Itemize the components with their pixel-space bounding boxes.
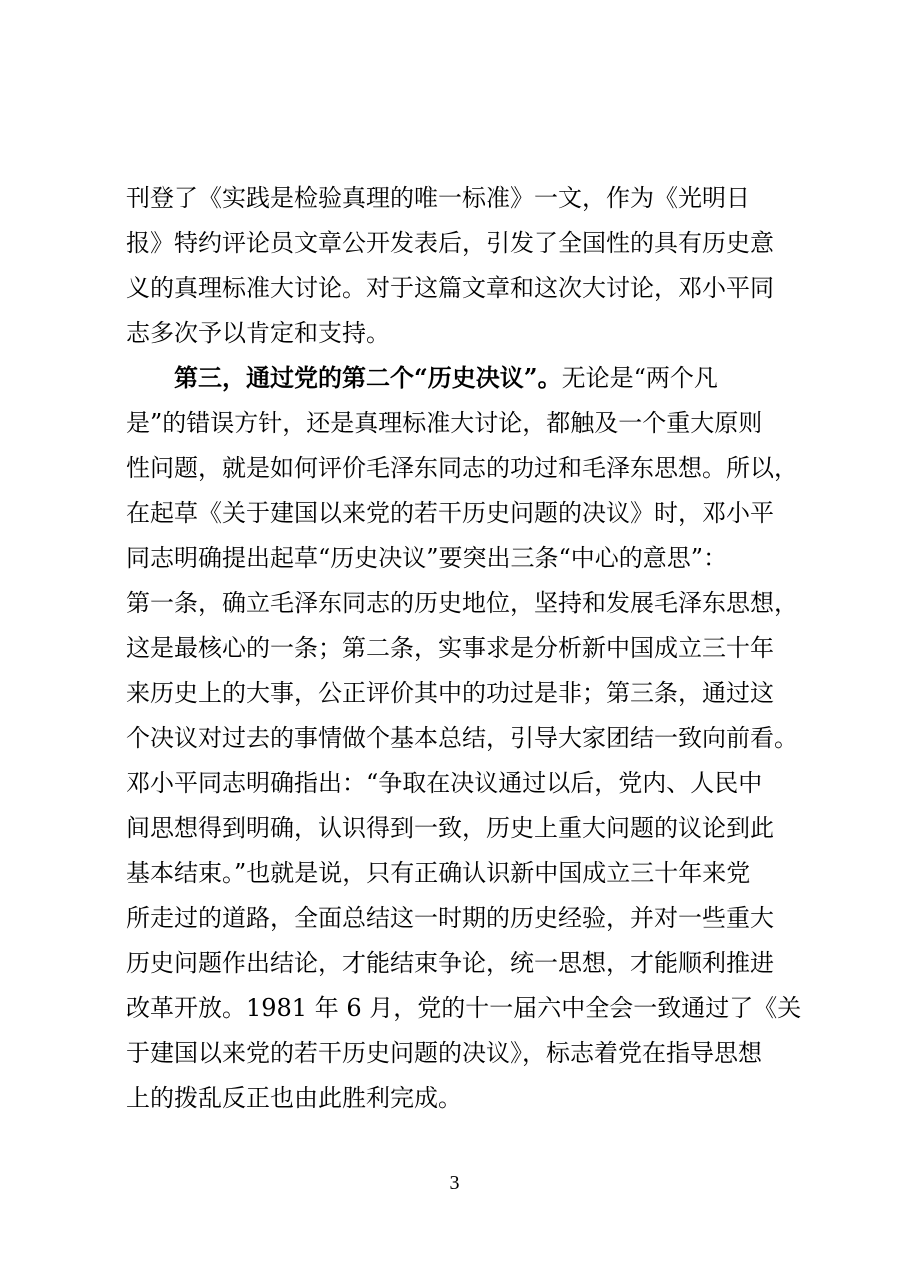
paragraph-line: 这是最核心的一条；第二条，实事求是分析新中国成立三十年 [126,634,774,662]
page-number: 3 [449,1172,460,1194]
paragraph-line: 性问题，就是如何评价毛泽东同志的功过和毛泽东思想。所以， [126,454,798,482]
paragraph-line: 报》特约评论员文章公开发表后，引发了全国性的具有历史意 [126,229,774,257]
paragraph-line: 义的真理标准大讨论。对于这篇文章和这次大讨论，邓小平同 [126,274,774,302]
paragraph-line: 所走过的道路，全面总结这一时期的历史经验，并对一些重大 [126,904,774,932]
paragraph-text: 无论是“两个凡 [561,364,718,392]
paragraph-line: 第一条，确立毛泽东同志的历史地位，坚持和发展毛泽东思想， [126,589,798,617]
paragraph-line: 上的拨乱反正也由此胜利完成。 [126,1084,462,1112]
paragraph-line: 在起草《关于建国以来党的若干历史问题的决议》时，邓小平 [126,499,774,527]
paragraph-line: 邓小平同志明确指出：“争取在决议通过以后，党内、人民中 [126,769,763,797]
paragraph-line: 个决议对过去的事情做个基本总结，引导大家团结一致向前看。 [126,724,798,752]
section-heading: 第三，通过党的第二个“历史决议”。 [174,363,562,392]
paragraph-line: 历史问题作出结论，才能结束争论，统一思想，才能顺利推进 [126,949,774,977]
paragraph-line: 于建国以来党的若干历史问题的决议》，标志着党在指导思想 [126,1039,762,1067]
paragraph-line: 来历史上的大事，公正评价其中的功过是非；第三条，通过这 [126,679,774,707]
paragraph-line: 改革开放。1981 年 6 月，党的十一届六中全会一致通过了《关 [126,994,802,1022]
paragraph-line: 志多次予以肯定和支持。 [126,319,390,347]
paragraph-line: 间思想得到明确，认识得到一致，历史上重大问题的议论到此 [126,814,774,842]
paragraph-line: 同志明确提出起草“历史决议”要突出三条“中心的意思”： [126,544,728,572]
paragraph-line: 刊登了《实践是检验真理的唯一标准》一文，作为《光明日 [126,184,750,212]
paragraph-first-line [174,358,806,398]
paragraph-line: 是”的错误方针，还是真理标准大讨论，都触及一个重大原则 [126,409,763,437]
paragraph-line: 基本结束。”也就是说，只有正确认识新中国成立三十年来党 [126,859,751,887]
